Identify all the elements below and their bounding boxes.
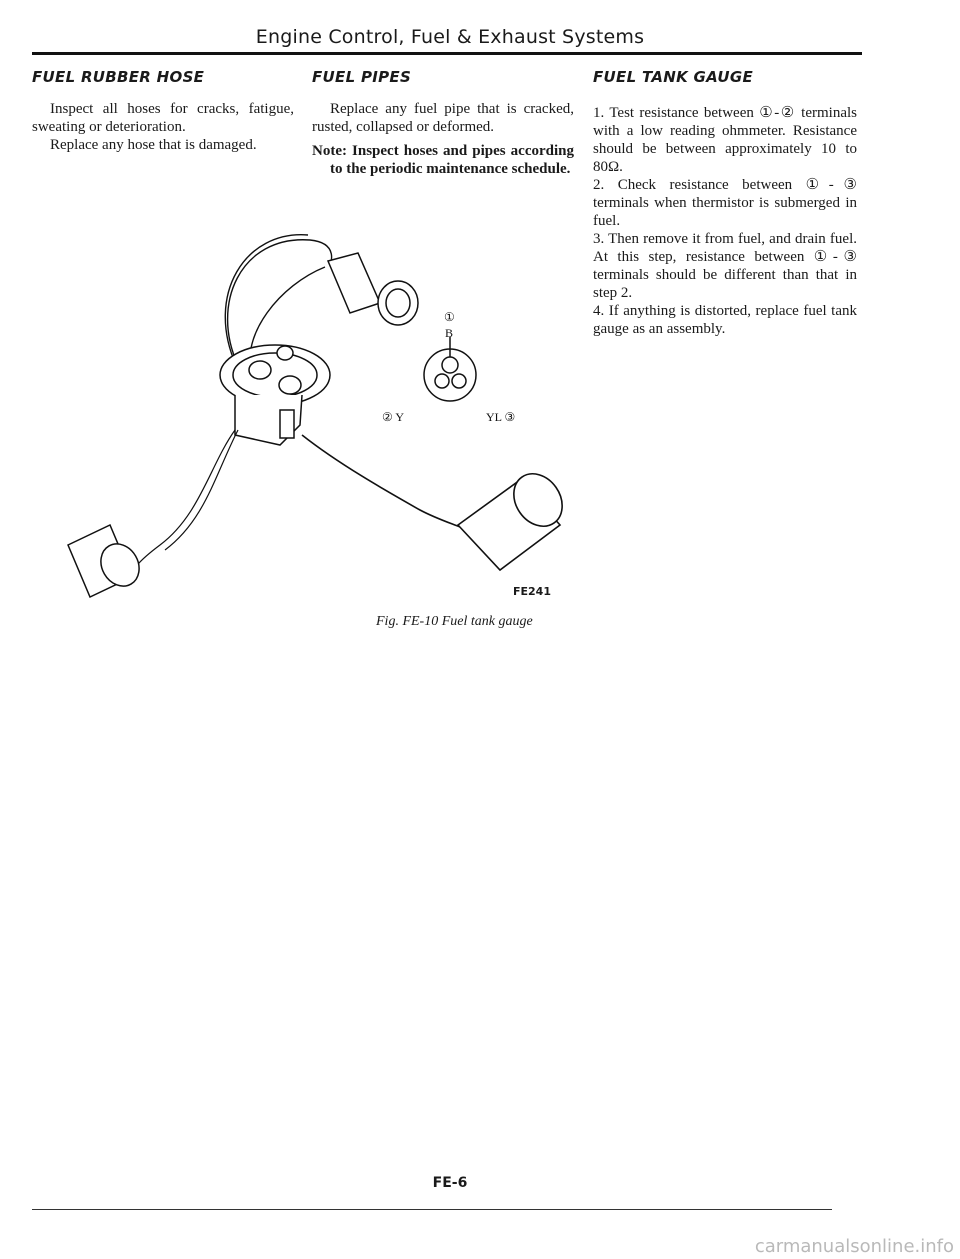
terminal-label-b: B [445, 326, 454, 340]
terminal-label-3: YL ③ [486, 410, 516, 424]
gauge-connector [328, 253, 418, 325]
section-rubber-hose [32, 100, 294, 154]
section-heading-tank-gauge: FUEL TANK GAUGE [593, 68, 754, 86]
figure-caption: Fig. FE-10 Fuel tank gauge [376, 614, 533, 629]
figure-code: FE241 [513, 585, 551, 598]
tank-gauge-step-3: 3. Then remove it from fuel, and drain fuel. At this step, resistance between ①-③ terminals should be different than that in step 2. [593, 231, 857, 301]
tank-gauge-step-1: 1. Test resistance between ①-② terminals with a low reading ohmmeter. Resistance should be between approximately 10 to 80Ω. [593, 105, 857, 175]
section-pipes [312, 100, 574, 178]
sender-wire [128, 430, 238, 585]
tank-gauge-step-2: 2. Check resistance between ①-③ terminals when thermistor is submerged in fuel. [593, 177, 857, 229]
rubber-hose-para2: Replace any hose that is damaged. [50, 137, 257, 153]
terminal-pin-view [424, 337, 476, 401]
float [458, 464, 572, 570]
terminal-label-2: ② Y [382, 410, 404, 424]
watermark: carmanualsonline.info [754, 1236, 954, 1257]
rubber-hose-para1: Inspect all hoses for cracks, fatigue, sweating or deterioration. [32, 101, 294, 135]
pipes-para1: Replace any fuel pipe that is cracked, rusted, collapsed or deformed. [312, 101, 574, 135]
footer-rule [32, 1209, 832, 1210]
terminal-label-1: ① [444, 310, 455, 324]
thermistor [68, 525, 147, 597]
float-arm [302, 435, 460, 527]
section-heading-pipes: FUEL PIPES [312, 68, 412, 86]
section-heading-rubber-hose: FUEL RUBBER HOSE [32, 68, 205, 86]
header-rule [32, 52, 862, 55]
page-header-title: Engine Control, Fuel & Exhaust Systems [255, 26, 645, 48]
tank-gauge-step-4: 4. If anything is distorted, replace fuel tank gauge as an assembly. [593, 303, 857, 337]
fuel-tank-gauge-diagram [40, 225, 580, 615]
section-tank-gauge [593, 104, 857, 338]
pipes-note: Note: Inspect hoses and pipes according to the periodic maintenance schedule. [312, 143, 574, 177]
page-number: FE-6 [432, 1175, 468, 1191]
gauge-body [235, 395, 302, 445]
